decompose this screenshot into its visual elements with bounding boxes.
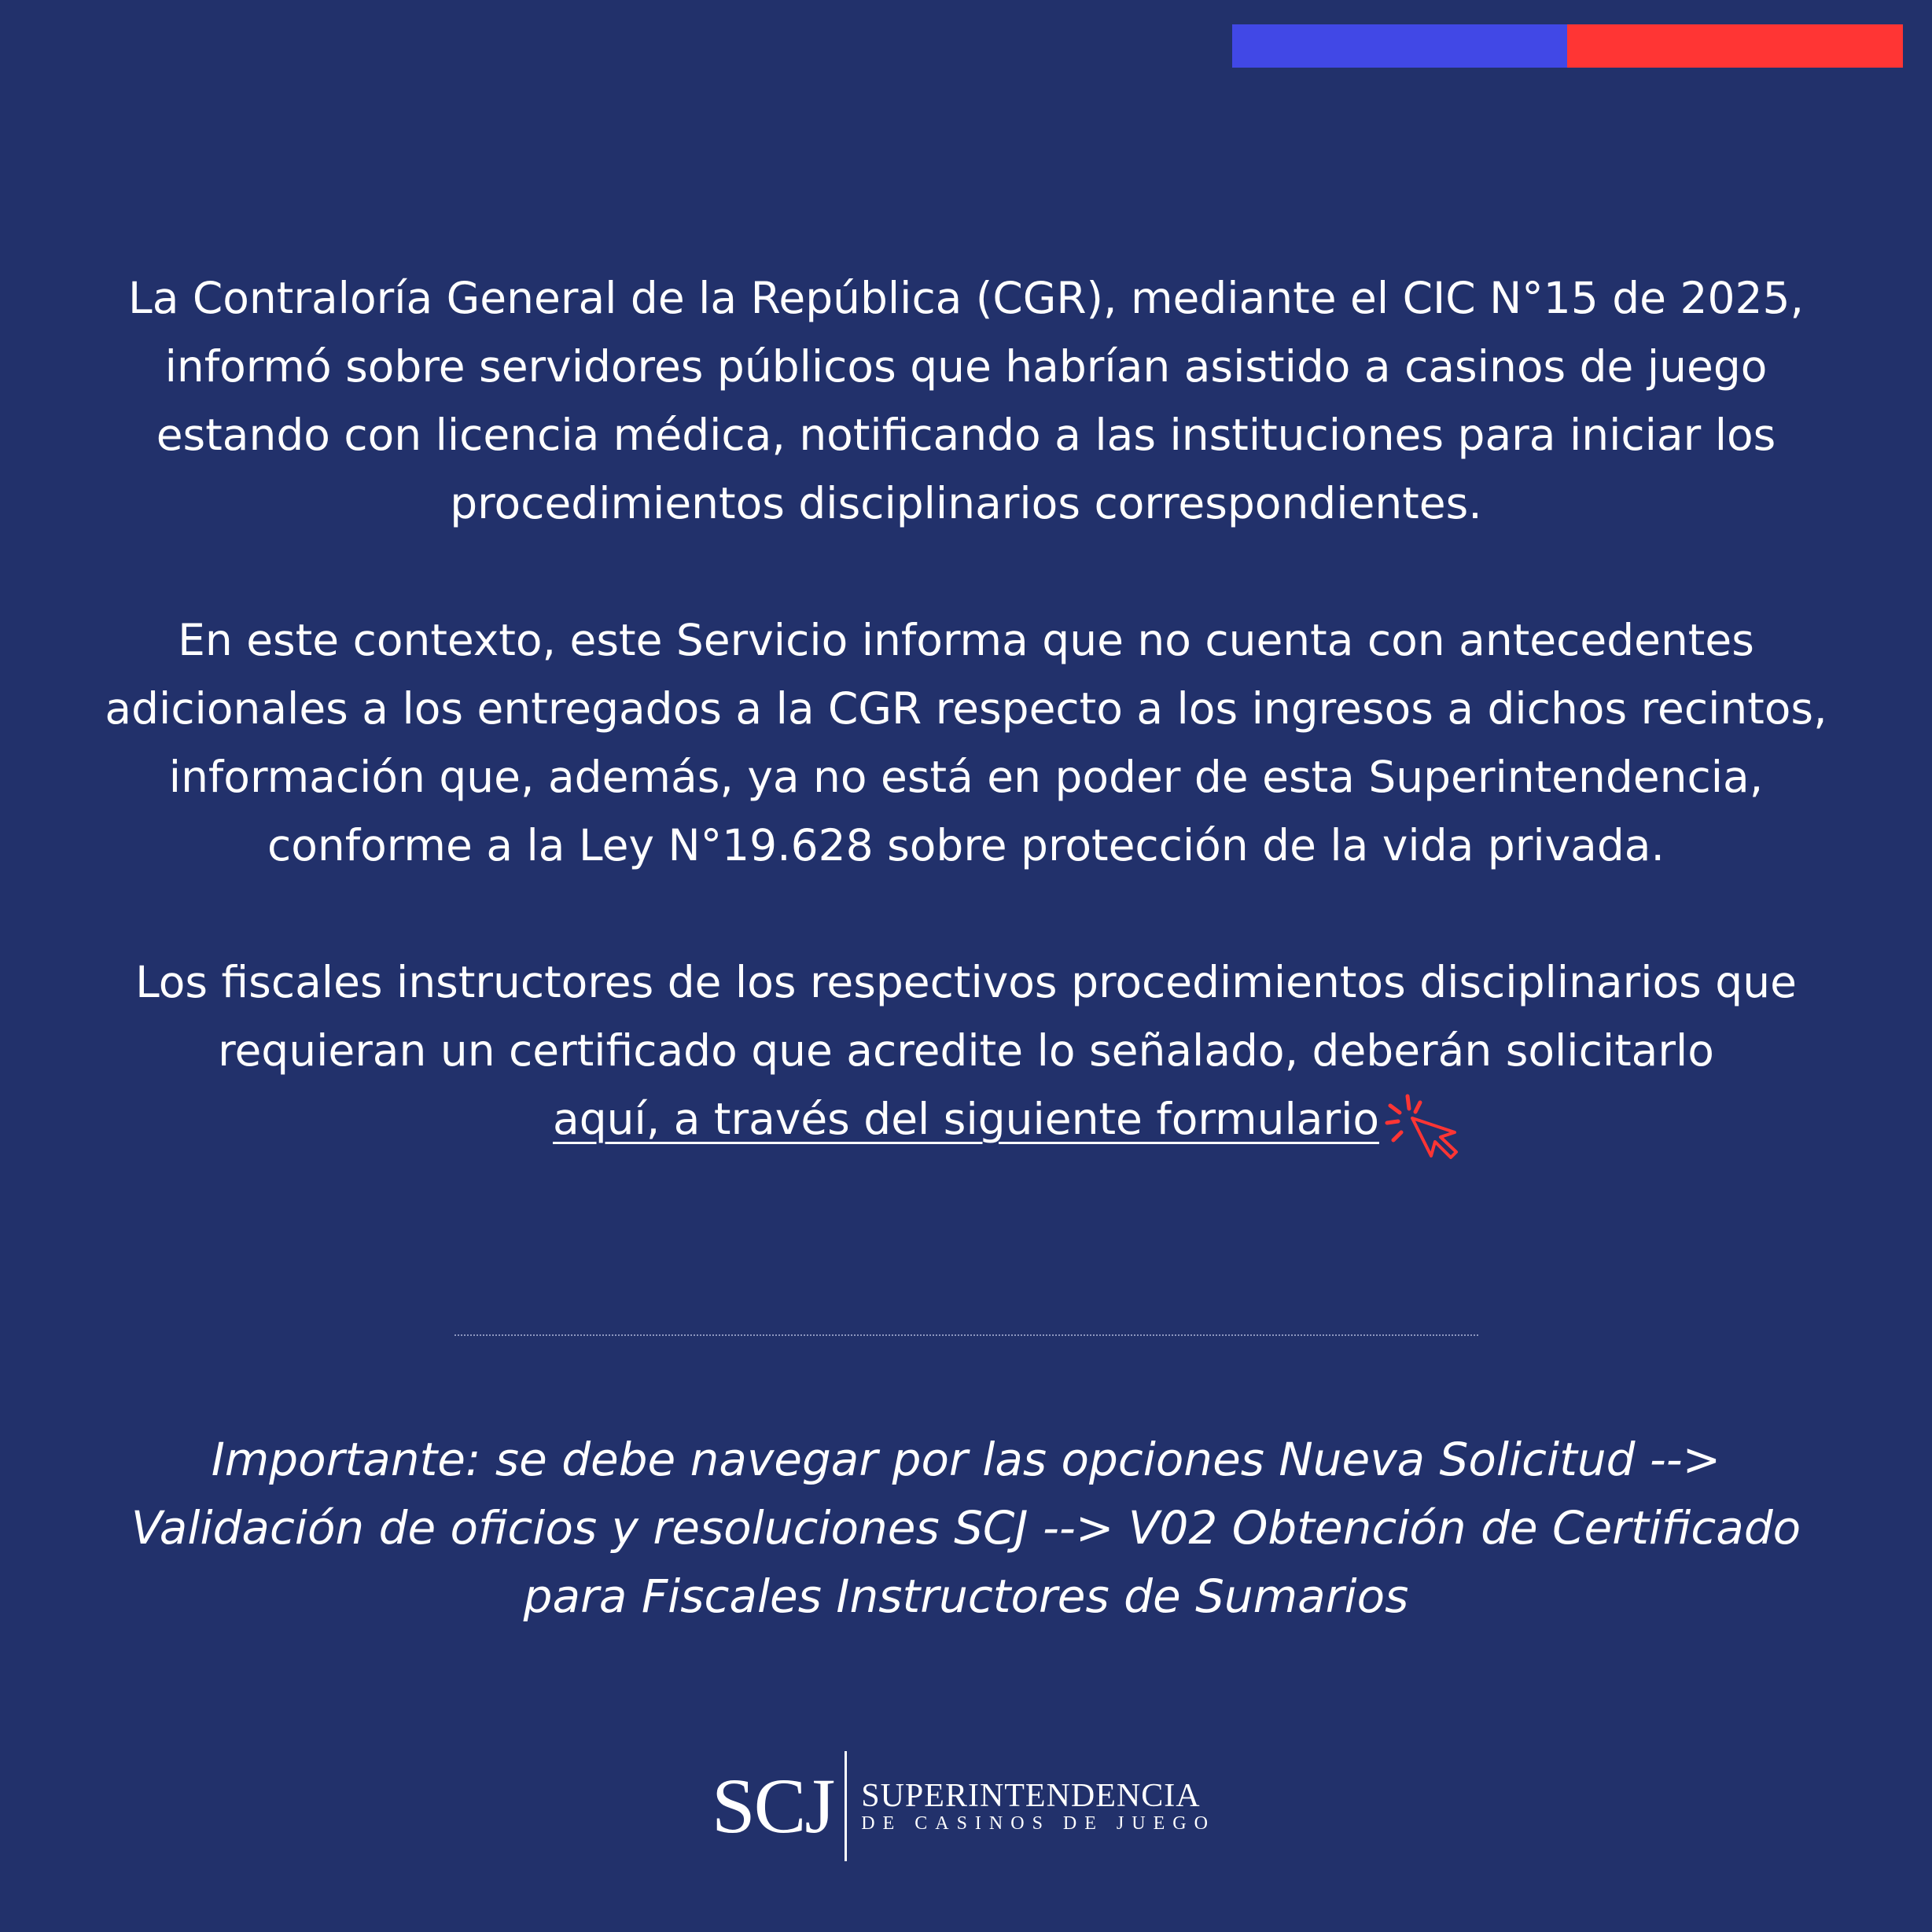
form-link-line [553,1085,1379,1154]
paragraph-service-context: En este contexto, este Servicio informa que no cuenta con antecedentes adicionales a los entregados a la CGR respecto a los ingresos a dichos recintos, información que, además, ya no está en poder de esta Superintendencia, conforme a la Ley N°19.628 sobre protección de la vida privada. [105,615,1827,870]
logo-wordmark [861,1779,1216,1834]
important-note: Importante: se debe navegar por las opciones Nueva Solicitud --> Validación de oficios y resoluciones SCJ --> V02 Obtención de Certificado para Fiscales Instructores de Sumarios [131,1433,1801,1623]
logo-divider [845,1751,847,1861]
flag-bar [1232,24,1903,68]
form-link[interactable]: aquí, a través del siguiente formulario [552,1094,1379,1144]
flag-blue-stripe [1232,24,1567,68]
scj-logo [712,1747,1216,1865]
paragraph-fiscales [102,948,1830,1154]
paragraph-fiscales-text: Los fiscales instructores de los respectivos procedimientos disciplinarios que requieran un certificado que acredite lo señalado, deberán solicitarlo [135,957,1797,1076]
flag-red-stripe [1567,24,1903,68]
click-cursor-icon [1384,1091,1478,1162]
section-divider [454,1334,1478,1336]
logo-line-superintendencia: SUPERINTENDENCIA [861,1777,1201,1814]
paragraph-cgr-report: La Contraloría General de la República (CGR), mediante el CIC N°15 de 2025, informó sobre servidores públicos que habrían asistido a casinos de juego estando con licencia médica, notificando a las instituciones para iniciar los procedimientos disciplinarios correspondientes. [128,273,1804,528]
logo-line-casinos: DE CASINOS DE JUEGO [861,1812,1216,1834]
announcement-body [102,264,1830,1154]
logo-mark: SCJ [712,1762,834,1849]
